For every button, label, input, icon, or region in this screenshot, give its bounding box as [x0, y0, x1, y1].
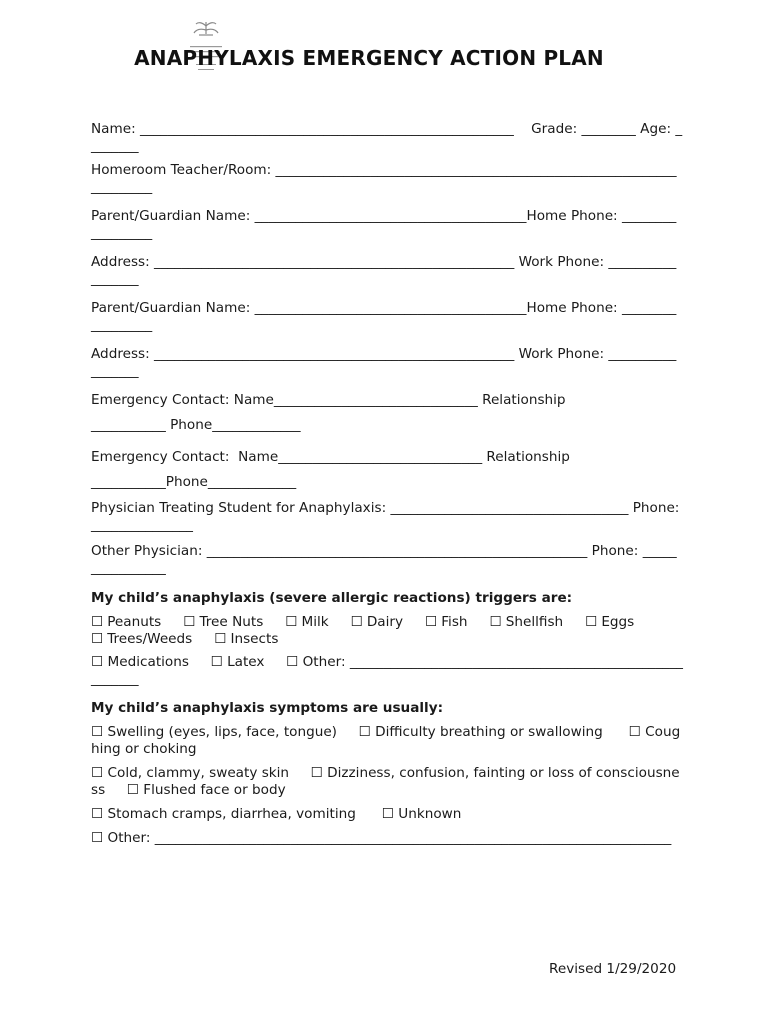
- revision-date: Revised 1/29/2020: [549, 961, 677, 977]
- trigger-trees-weeds[interactable]: ☐ Trees/Weeds: [91, 631, 193, 647]
- trigger-other[interactable]: ☐ Other: ________________________________________________________: [91, 654, 683, 687]
- checkbox-icon[interactable]: ☐: [91, 631, 104, 647]
- triggers-heading: My child’s anaphylaxis (severe allergic reactions) triggers are:: [91, 590, 573, 606]
- checkbox-icon[interactable]: ☐: [286, 654, 299, 670]
- symptoms-heading: My child’s anaphylaxis symptoms are usually:: [91, 700, 444, 716]
- checkbox-icon[interactable]: ☐: [183, 614, 196, 630]
- checkbox-icon[interactable]: ☐: [350, 614, 363, 630]
- homeroom-field[interactable]: Homeroom Teacher/Room: ____________________________________________________________________: [91, 162, 677, 195]
- trigger-eggs[interactable]: ☐ Eggs: [585, 614, 635, 630]
- parent2-name-field[interactable]: Parent/Guardian Name: ________________________________________Home Phone: _________________: [91, 300, 677, 333]
- trigger-milk[interactable]: ☐ Milk: [285, 614, 329, 630]
- page-title: ANAPHYLAXIS EMERGENCY ACTION PLAN: [134, 46, 604, 70]
- emergency1-line2[interactable]: ___________ Phone_____________: [91, 417, 301, 433]
- physician-field[interactable]: Physician Treating Student for Anaphylaxis: ___________________________________ Phone: _______________: [91, 500, 684, 533]
- emergency1-line1[interactable]: Emergency Contact: Name______________________________ Relationship: [91, 392, 566, 408]
- triggers-row2: [91, 654, 683, 688]
- trigger-peanuts[interactable]: ☐ Peanuts: [91, 614, 162, 630]
- form-body: [91, 121, 683, 847]
- symptoms-line-4[interactable]: ☐ Other: ____________________________________________________________________________: [91, 830, 672, 846]
- checkbox-icon[interactable]: ☐: [91, 614, 104, 630]
- trigger-tree-nuts[interactable]: ☐ Tree Nuts: [183, 614, 264, 630]
- checkbox-icon[interactable]: ☐: [585, 614, 598, 630]
- emergency2-line2[interactable]: ___________Phone_____________: [91, 474, 297, 490]
- other-physician-field[interactable]: Other Physician: ________________________________________________________ Phone: ________________: [91, 543, 677, 576]
- trigger-latex[interactable]: ☐ Latex: [210, 654, 265, 670]
- trigger-shellfish[interactable]: ☐ Shellfish: [489, 614, 564, 630]
- address2-field[interactable]: Address: _____________________________________________________ Work Phone: _________________: [91, 346, 677, 379]
- triggers-checklist: [91, 614, 683, 648]
- checkbox-icon[interactable]: ☐: [285, 614, 298, 630]
- trigger-insects[interactable]: ☐ Insects: [214, 631, 279, 647]
- trigger-fish[interactable]: ☐ Fish: [425, 614, 468, 630]
- name-grade-age-field[interactable]: Name: _______________________________________________________ Grade: ________ Age: ________: [91, 121, 683, 154]
- parent1-name-field[interactable]: Parent/Guardian Name: ________________________________________Home Phone: _________________: [91, 208, 677, 241]
- trigger-dairy[interactable]: ☐ Dairy: [350, 614, 404, 630]
- symptoms-line-1[interactable]: ☐ Swelling (eyes, lips, face, tongue) ☐ Difficulty breathing or swallowing ☐ Coughing or choking: [91, 724, 681, 757]
- symptoms-line-3[interactable]: ☐ Stomach cramps, diarrhea, vomiting ☐ Unknown: [91, 806, 462, 822]
- symptoms-line-2[interactable]: ☐ Cold, clammy, sweaty skin ☐ Dizziness, confusion, fainting or loss of consciousness ☐ Flushed face or body: [91, 765, 680, 798]
- checkbox-icon[interactable]: ☐: [214, 631, 227, 647]
- checkbox-icon[interactable]: ☐: [91, 654, 104, 670]
- checkbox-icon[interactable]: ☐: [210, 654, 223, 670]
- checkbox-icon[interactable]: ☐: [489, 614, 502, 630]
- checkbox-icon[interactable]: ☐: [425, 614, 438, 630]
- address1-field[interactable]: Address: _____________________________________________________ Work Phone: _________________: [91, 254, 677, 287]
- emergency2-line1[interactable]: Emergency Contact: Name______________________________ Relationship: [91, 449, 570, 465]
- trigger-medications[interactable]: ☐ Medications: [91, 654, 189, 670]
